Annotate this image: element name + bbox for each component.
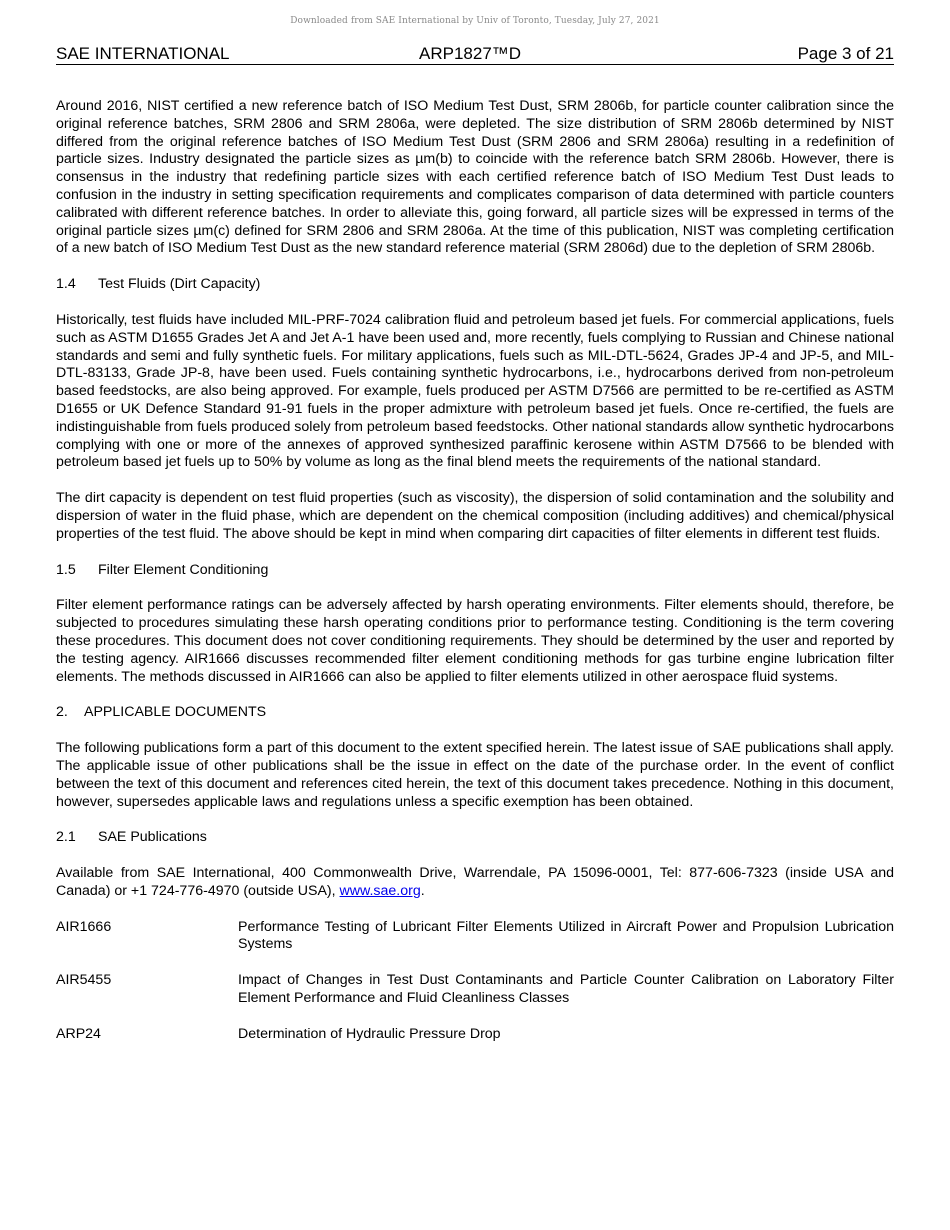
page-content: [56, 98, 894, 1062]
reference-title: Performance Testing of Lubricant Filter Elements Utilized in Aircraft Power and Propulsion Lubrication Systems: [238, 918, 894, 953]
section-1-5-heading: [56, 562, 894, 580]
section-number: 1.4: [56, 276, 76, 293]
intro-paragraph: Around 2016, NIST certified a new reference batch of ISO Medium Test Dust, SRM 2806b, for particle counter calibration since the original reference batches, SRM 2806 and SRM 2806a, were depleted. The size distribution of SRM 2806b determined by NIST differed from the original reference batches of ISO Medium Test Dust (SRM 2806 and SRM 2806a) resulting in a redefinition of particle sizes. Industry designated the particle sizes as µm(b) to coincide with the reference batch SRM 2806b. However, there is consensus in the industry that redefining particle sizes with each certified reference batch of ISO Medium Test Dust leads to confusion in the industry in setting specification requirements and complicates comparison of data determined with particle counters calibrated with different reference batches. In order to alleviate this, going forward, all particle sizes will be expressed in terms of the original particle sizes µm(c) defined for SRM 2806 and SRM 2806a. At the time of this publication, NIST was completing certification of a new batch of ISO Medium Test Dust as the new standard reference material (SRM 2806d) due to the depletion of SRM 2806b.: [56, 98, 894, 257]
reference-title: Impact of Changes in Test Dust Contaminants and Particle Counter Calibration on Laboratory Filter Element Performance and Fluid Cleanliness Classes: [238, 972, 894, 1007]
section-1-4-paragraph-1: Historically, test fluids have included MIL-PRF-7024 calibration fluid and petroleum based jet fuels. For commercial applications, fuels such as ASTM D1655 Grades Jet A and Jet A-1 have been used and, more recently, fuels complying to Russian and Chinese national standards and semi and fully synthetic fuels. For military applications, fuels such as MIL-DTL-5624, Grades JP-4 and JP-5, and MIL-DTL-83133, Grade JP-8, have been used. Fuels containing synthetic hydrocarbons, i.e., hydrocarbons derived from non-petroleum based feedstocks, are also being approved. For example, fuels produced per ASTM D7566 are permitted to be re-certified as ASTM D1655 or UK Defence Standard 91-91 fuels in the proper admixture with petroleum based jet fuels. Once re-certified, the fuels are indistinguishable from fuels produced solely from petroleum based feedstocks. Other national standards allow synthetic hydrocarbons complying with one or more of the annexes of approved synthesized paraffinic kerosene within ASTM D7566 to be blended with petroleum based jet fuels up to 50% by volume as long as the final blend meets the requirements of the national standard.: [56, 311, 894, 471]
section-2-paragraph: The following publications form a part of this document to the extent specified herein. The latest issue of SAE publications shall apply. The applicable issue of other publications shall be the issue in effect on the date of the purchase order. In the event of conflict between the text of this document and references cited herein, the text of this document takes precedence. Nothing in this document, however, supersedes applicable laws and regulations unless a specific exemption has been obtained.: [56, 740, 894, 810]
section-title: Filter Element Conditioning: [98, 561, 269, 578]
reference-list: [56, 919, 894, 1044]
reference-id: AIR5455: [56, 972, 112, 989]
section-1-5-paragraph: Filter element performance ratings can be adversely affected by harsh operating environments. Filter elements should, therefore, be subjected to procedures simulating these harsh operating conditions prior to performance testing. Conditioning is the term covering these procedures. This document does not cover conditioning requirements. They should be determined by the user and reported by the testing agency. AIR1666 discusses recommended filter element conditioning methods for gas turbine engine lubrication filter elements. The methods discussed in AIR1666 can also be applied to filter elements utilized in other aerospace fluid systems.: [56, 597, 894, 685]
sae-website-link[interactable]: www.sae.org: [339, 882, 421, 899]
reference-item: [56, 972, 894, 1008]
section-title: APPLICABLE DOCUMENTS: [84, 704, 267, 721]
availability-text-end: .: [420, 882, 425, 899]
header-page-number: Page 3 of 21: [797, 44, 894, 63]
reference-item: [56, 919, 894, 955]
reference-item: [56, 1026, 894, 1044]
section-1-4-paragraph-2: The dirt capacity is dependent on test fluid properties (such as viscosity), the dispersion of solid contamination and the solubility and dispersion of water in the fluid phase, which are dependent on the chemical composition (including additives) and chemical/physical properties of the test fluid. The above should be kept in mind when comparing dirt capacities of filter elements in different test fluids.: [56, 490, 894, 542]
section-number: 2.: [56, 704, 68, 721]
reference-title: Determination of Hydraulic Pressure Drop: [238, 1025, 501, 1042]
section-number: 2.1: [56, 829, 76, 846]
reference-id: AIR1666: [56, 918, 112, 935]
section-2-1-paragraph: [56, 865, 894, 901]
section-title: SAE Publications: [98, 829, 207, 846]
section-2-1-heading: [56, 829, 894, 847]
section-title: Test Fluids (Dirt Capacity): [98, 276, 261, 293]
reference-id: ARP24: [56, 1025, 101, 1042]
page-header: [56, 44, 894, 65]
section-1-4-heading: [56, 276, 894, 294]
section-2-heading: [56, 704, 894, 722]
header-document-number: ARP1827™D: [419, 44, 522, 63]
header-publisher: SAE INTERNATIONAL: [56, 44, 230, 63]
download-note: Downloaded from SAE International by Univ of Toronto, Tuesday, July 27, 2021: [290, 16, 660, 26]
availability-text: Available from SAE International, 400 Commonwealth Drive, Warrendale, PA 15096-0001, Tel: 877-606-7323 (inside USA and Canada) or +1 724-776-4970 (outside USA),: [56, 865, 894, 899]
section-number: 1.5: [56, 561, 76, 578]
